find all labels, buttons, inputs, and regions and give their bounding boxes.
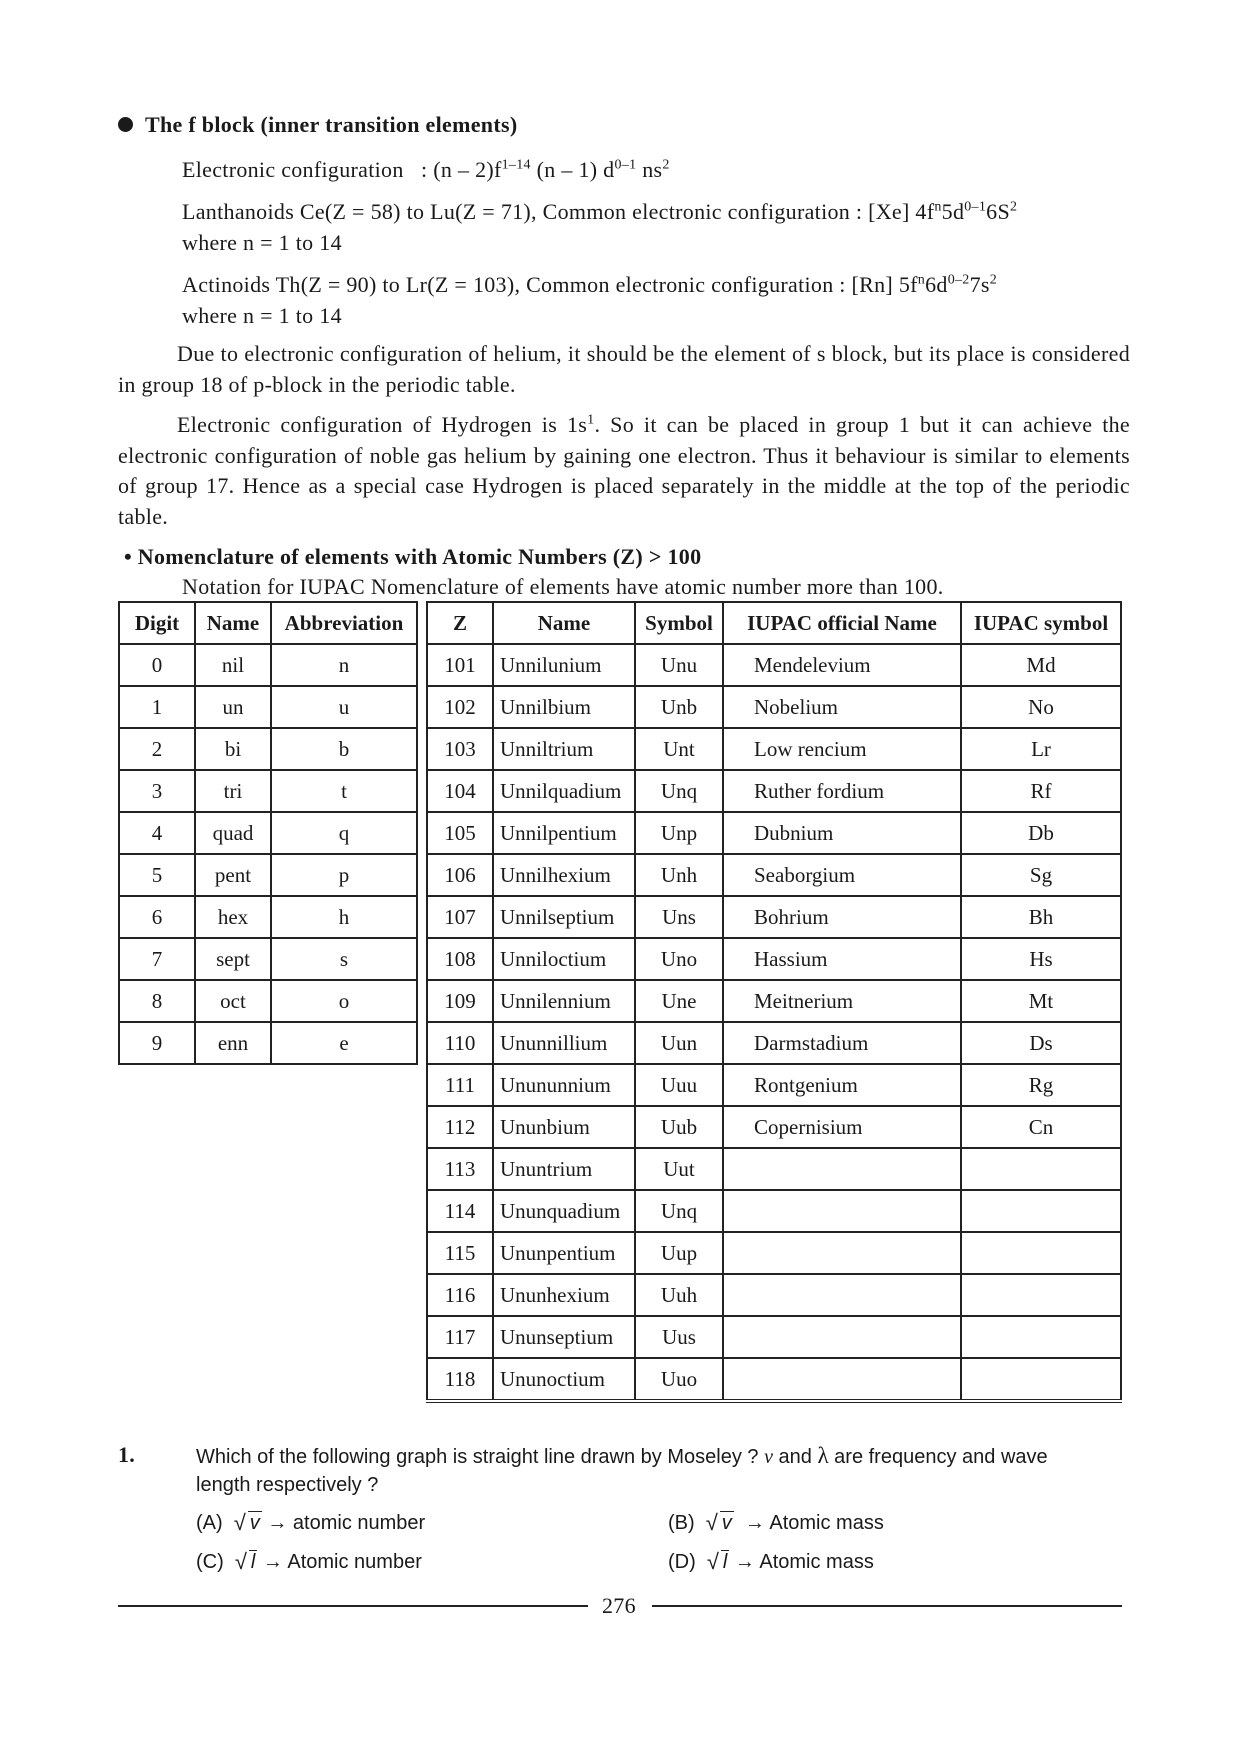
digit-cell-abbreviation: b bbox=[271, 728, 417, 770]
element-cell-name: Ununpentium bbox=[493, 1232, 635, 1274]
lanthanoids-where: where n = 1 to 14 bbox=[182, 230, 342, 255]
header-name: Name bbox=[493, 602, 635, 644]
element-cell-symbol: Uno bbox=[635, 938, 723, 980]
element-cell-symbol: Uuh bbox=[635, 1274, 723, 1316]
element-cell-iupac-symbol bbox=[961, 1232, 1121, 1274]
element-cell-iupac-name: Darmstadium bbox=[723, 1022, 961, 1064]
sqrt-icon: √ v bbox=[706, 1512, 734, 1535]
element-table-row bbox=[427, 1232, 1121, 1274]
digit-table bbox=[118, 601, 418, 1065]
digit-table-row bbox=[119, 728, 417, 770]
element-cell-iupac-name bbox=[723, 1316, 961, 1358]
element-cell-iupac-name bbox=[723, 1274, 961, 1316]
digit-cell-abbreviation: s bbox=[271, 938, 417, 980]
element-table-row bbox=[427, 1064, 1121, 1106]
digit-table-row bbox=[119, 896, 417, 938]
element-cell-name: Unununnium bbox=[493, 1064, 635, 1106]
element-cell-symbol: Une bbox=[635, 980, 723, 1022]
digit-table-row bbox=[119, 854, 417, 896]
element-cell-iupac-symbol: Sg bbox=[961, 854, 1121, 896]
element-cell-z: 114 bbox=[427, 1190, 493, 1232]
digit-cell-digit: 7 bbox=[119, 938, 195, 980]
digit-table-row bbox=[119, 812, 417, 854]
element-cell-name: Unnilunium bbox=[493, 644, 635, 686]
element-cell-iupac-name: Ruther fordium bbox=[723, 770, 961, 812]
element-cell-iupac-name bbox=[723, 1232, 961, 1274]
digit-cell-abbreviation: q bbox=[271, 812, 417, 854]
element-cell-name: Ununquadium bbox=[493, 1190, 635, 1232]
element-cell-iupac-symbol: Hs bbox=[961, 938, 1121, 980]
element-cell-name: Ununbium bbox=[493, 1106, 635, 1148]
element-table-row bbox=[427, 812, 1121, 854]
header-z: Z bbox=[427, 602, 493, 644]
nomenclature-heading: • Nomenclature of elements with Atomic Numbers (Z) > 100 bbox=[124, 544, 702, 569]
element-cell-iupac-name: Rontgenium bbox=[723, 1064, 961, 1106]
element-table-row bbox=[427, 1106, 1121, 1148]
element-cell-iupac-symbol bbox=[961, 1148, 1121, 1190]
element-cell-symbol: Unt bbox=[635, 728, 723, 770]
element-cell-iupac-symbol bbox=[961, 1190, 1121, 1232]
element-table bbox=[426, 601, 1122, 1403]
element-table-row bbox=[427, 980, 1121, 1022]
element-cell-z: 118 bbox=[427, 1358, 493, 1401]
actinoids-where: where n = 1 to 14 bbox=[182, 303, 342, 328]
element-cell-iupac-symbol: Mt bbox=[961, 980, 1121, 1022]
element-cell-iupac-symbol bbox=[961, 1358, 1121, 1401]
element-cell-iupac-name: Bohrium bbox=[723, 896, 961, 938]
digit-cell-digit: 8 bbox=[119, 980, 195, 1022]
element-cell-iupac-name: Hassium bbox=[723, 938, 961, 980]
digit-cell-name: sept bbox=[195, 938, 271, 980]
element-cell-name: Ununtrium bbox=[493, 1148, 635, 1190]
digit-cell-name: enn bbox=[195, 1022, 271, 1064]
element-table-row bbox=[427, 1190, 1121, 1232]
header-abbreviation: Abbreviation bbox=[271, 602, 417, 644]
element-cell-name: Unnilseptium bbox=[493, 896, 635, 938]
element-cell-z: 115 bbox=[427, 1232, 493, 1274]
digit-cell-digit: 6 bbox=[119, 896, 195, 938]
sqrt-icon: √ l bbox=[235, 1551, 257, 1574]
element-cell-iupac-symbol: Rf bbox=[961, 770, 1121, 812]
element-cell-symbol: Uut bbox=[635, 1148, 723, 1190]
header-symbol: Symbol bbox=[635, 602, 723, 644]
digit-cell-name: oct bbox=[195, 980, 271, 1022]
element-cell-symbol: Unp bbox=[635, 812, 723, 854]
footer-rule-left bbox=[118, 1605, 588, 1607]
element-table-row bbox=[427, 644, 1121, 686]
digit-cell-digit: 5 bbox=[119, 854, 195, 896]
section-title: The f block (inner transition elements) bbox=[145, 112, 518, 137]
question-number: 1. bbox=[118, 1442, 136, 1467]
header-digit: Digit bbox=[119, 602, 195, 644]
digit-cell-abbreviation: u bbox=[271, 686, 417, 728]
element-cell-name: Ununnillium bbox=[493, 1022, 635, 1064]
digit-table-header bbox=[119, 602, 417, 644]
element-cell-iupac-name: Meitnerium bbox=[723, 980, 961, 1022]
element-table-row bbox=[427, 1274, 1121, 1316]
option-c[interactable]: (C) √ l → Atomic number bbox=[196, 1551, 422, 1574]
lanthanoids-line: Lanthanoids Ce(Z = 58) to Lu(Z = 71), Common electronic configuration : [Xe] $4f^n5d^{0-1}6S^2$ bbox=[182, 199, 1018, 224]
nomenclature-subheading: Notation for IUPAC Nomenclature of elements have atomic number more than 100. bbox=[182, 574, 944, 599]
element-cell-symbol: Unb bbox=[635, 686, 723, 728]
element-table-row bbox=[427, 770, 1121, 812]
sqrt-icon: √ l bbox=[707, 1551, 729, 1574]
electronic-configuration-line: Electronic configuration : $(n - 2)f^{1-14}$ (n – 1) $d^{0-1}$ $ns^2$ bbox=[182, 157, 670, 182]
element-cell-z: 112 bbox=[427, 1106, 493, 1148]
element-cell-iupac-symbol: Md bbox=[961, 644, 1121, 686]
digit-cell-name: tri bbox=[195, 770, 271, 812]
bullet-icon bbox=[118, 117, 133, 132]
element-cell-iupac-name: Dubnium bbox=[723, 812, 961, 854]
element-cell-iupac-name bbox=[723, 1190, 961, 1232]
element-cell-iupac-symbol: Db bbox=[961, 812, 1121, 854]
element-cell-iupac-symbol: Lr bbox=[961, 728, 1121, 770]
element-cell-iupac-symbol: Rg bbox=[961, 1064, 1121, 1106]
element-table-row bbox=[427, 938, 1121, 980]
digit-cell-name: bi bbox=[195, 728, 271, 770]
element-cell-iupac-name: Copernisium bbox=[723, 1106, 961, 1148]
element-cell-iupac-name: Mendelevium bbox=[723, 644, 961, 686]
element-cell-symbol: Uus bbox=[635, 1316, 723, 1358]
digit-cell-name: pent bbox=[195, 854, 271, 896]
hydrogen-paragraph: Electronic configuration of Hydrogen is $1s^1$. So it can be placed in group 1 but it can achieve the electronic configuration of noble gas helium by gaining one electron. Thus it behaviour is similar to elements of group 17. Hence as a special case Hydrogen is placed separately in the middle at the top of the periodic table. bbox=[118, 412, 1130, 529]
element-cell-z: 103 bbox=[427, 728, 493, 770]
element-cell-z: 105 bbox=[427, 812, 493, 854]
element-cell-symbol: Uns bbox=[635, 896, 723, 938]
question-text: Which of the following graph is straight line drawn by Moseley ? v and λ are frequency and wave bbox=[196, 1443, 1048, 1468]
header-iupac-symbol: IUPAC symbol bbox=[961, 602, 1121, 644]
digit-cell-abbreviation: p bbox=[271, 854, 417, 896]
element-cell-symbol: Uuu bbox=[635, 1064, 723, 1106]
digit-cell-abbreviation: t bbox=[271, 770, 417, 812]
option-d[interactable]: (D) √ l → Atomic mass bbox=[668, 1551, 874, 1574]
element-cell-iupac-name bbox=[723, 1358, 961, 1401]
element-table-row bbox=[427, 1316, 1121, 1358]
element-cell-iupac-name: Low rencium bbox=[723, 728, 961, 770]
digit-cell-digit: 2 bbox=[119, 728, 195, 770]
digit-cell-name: un bbox=[195, 686, 271, 728]
element-cell-symbol: Unq bbox=[635, 1190, 723, 1232]
sqrt-icon: √ v bbox=[234, 1512, 262, 1535]
element-table-row bbox=[427, 686, 1121, 728]
element-cell-name: Unnilbium bbox=[493, 686, 635, 728]
element-cell-z: 107 bbox=[427, 896, 493, 938]
actinoids-line: Actinoids Th(Z = 90) to Lr(Z = 103), Common electronic configuration : [Rn] $5f^n6d^{0-2}7s^2$ bbox=[182, 272, 998, 297]
digit-cell-abbreviation: n bbox=[271, 644, 417, 686]
digit-table-row bbox=[119, 980, 417, 1022]
digit-cell-digit: 4 bbox=[119, 812, 195, 854]
digit-cell-abbreviation: o bbox=[271, 980, 417, 1022]
element-cell-z: 106 bbox=[427, 854, 493, 896]
element-cell-symbol: Uun bbox=[635, 1022, 723, 1064]
element-cell-symbol: Unu bbox=[635, 644, 723, 686]
element-cell-iupac-symbol: Ds bbox=[961, 1022, 1121, 1064]
element-table-row bbox=[427, 728, 1121, 770]
element-cell-symbol: Unq bbox=[635, 770, 723, 812]
helium-paragraph: Due to electronic configuration of helium, it should be the element of s block, but its place is considered in group 18 of p-block in the periodic table. bbox=[118, 341, 1130, 397]
element-table-row bbox=[427, 1358, 1121, 1401]
digit-cell-digit: 3 bbox=[119, 770, 195, 812]
element-cell-iupac-symbol: Cn bbox=[961, 1106, 1121, 1148]
element-cell-iupac-symbol: No bbox=[961, 686, 1121, 728]
element-cell-iupac-symbol bbox=[961, 1316, 1121, 1358]
element-cell-z: 113 bbox=[427, 1148, 493, 1190]
element-cell-z: 116 bbox=[427, 1274, 493, 1316]
element-cell-symbol: Uuo bbox=[635, 1358, 723, 1401]
option-b[interactable]: (B) √ v → Atomic mass bbox=[668, 1512, 884, 1535]
question-text-line2: length respectively ? bbox=[196, 1474, 379, 1496]
digit-cell-name: hex bbox=[195, 896, 271, 938]
element-table-row bbox=[427, 1022, 1121, 1064]
digit-cell-digit: 9 bbox=[119, 1022, 195, 1064]
digit-cell-abbreviation: h bbox=[271, 896, 417, 938]
element-cell-z: 108 bbox=[427, 938, 493, 980]
section-heading bbox=[118, 112, 517, 138]
element-table-row bbox=[427, 854, 1121, 896]
element-cell-name: Unnilpentium bbox=[493, 812, 635, 854]
element-table-row bbox=[427, 1148, 1121, 1190]
digit-table-row bbox=[119, 686, 417, 728]
option-a[interactable]: (A) √ v → atomic number bbox=[196, 1512, 425, 1535]
digit-table-row bbox=[119, 938, 417, 980]
element-cell-z: 102 bbox=[427, 686, 493, 728]
element-cell-z: 111 bbox=[427, 1064, 493, 1106]
digit-table-row bbox=[119, 770, 417, 812]
element-cell-z: 110 bbox=[427, 1022, 493, 1064]
element-table-header bbox=[427, 602, 1121, 644]
digit-cell-name: quad bbox=[195, 812, 271, 854]
element-cell-iupac-symbol: Bh bbox=[961, 896, 1121, 938]
header-name: Name bbox=[195, 602, 271, 644]
element-cell-z: 101 bbox=[427, 644, 493, 686]
digit-cell-abbreviation: e bbox=[271, 1022, 417, 1064]
element-cell-z: 117 bbox=[427, 1316, 493, 1358]
header-iupac-name: IUPAC official Name bbox=[723, 602, 961, 644]
element-cell-name: Unnilennium bbox=[493, 980, 635, 1022]
element-cell-name: Ununhexium bbox=[493, 1274, 635, 1316]
element-cell-iupac-name bbox=[723, 1148, 961, 1190]
element-cell-iupac-name: Seaborgium bbox=[723, 854, 961, 896]
element-cell-name: Unniltrium bbox=[493, 728, 635, 770]
element-cell-name: Ununoctium bbox=[493, 1358, 635, 1401]
digit-cell-name: nil bbox=[195, 644, 271, 686]
digit-table-row bbox=[119, 1022, 417, 1064]
footer-rule-right bbox=[652, 1605, 1122, 1607]
element-cell-name: Ununseptium bbox=[493, 1316, 635, 1358]
element-cell-iupac-symbol bbox=[961, 1274, 1121, 1316]
element-cell-symbol: Uup bbox=[635, 1232, 723, 1274]
digit-cell-digit: 1 bbox=[119, 686, 195, 728]
element-cell-symbol: Unh bbox=[635, 854, 723, 896]
page-number: 276 bbox=[602, 1593, 636, 1618]
element-cell-name: Unniloctium bbox=[493, 938, 635, 980]
element-cell-name: Unnilquadium bbox=[493, 770, 635, 812]
digit-table-row bbox=[119, 644, 417, 686]
element-cell-name: Unnilhexium bbox=[493, 854, 635, 896]
element-cell-symbol: Uub bbox=[635, 1106, 723, 1148]
element-cell-z: 109 bbox=[427, 980, 493, 1022]
element-cell-iupac-name: Nobelium bbox=[723, 686, 961, 728]
digit-cell-digit: 0 bbox=[119, 644, 195, 686]
element-table-row bbox=[427, 896, 1121, 938]
element-cell-z: 104 bbox=[427, 770, 493, 812]
